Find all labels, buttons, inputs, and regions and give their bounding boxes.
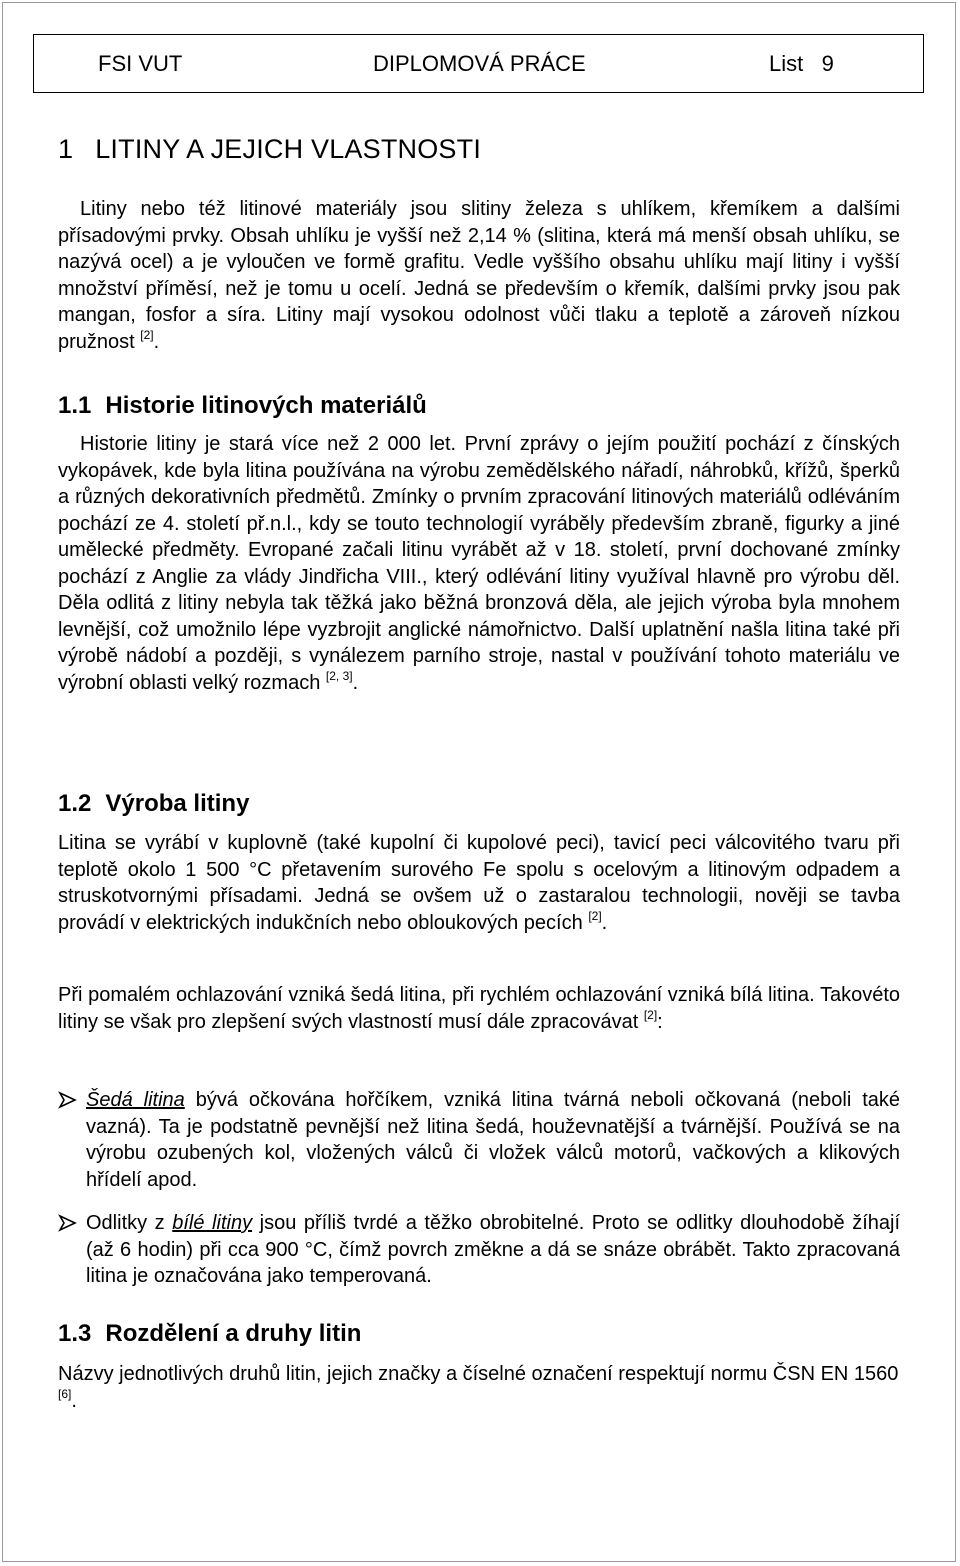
section-number: 1.2 (58, 790, 92, 817)
citation-ref: [2] (140, 327, 154, 342)
production-paragraph-2 (58, 982, 900, 1035)
list-item-body: jsou příliš tvrdé a těžko obrobitelné. Proto se odlitky dlouhodobě žíhají (až 6 hodin) při cca 900 °C, čímž povrch změkne a dá se snáze obrábět. Takto zpracovaná litina je označována jako temperovaná. (86, 1212, 901, 1287)
list-item-prefix: Odlitky z (86, 1212, 173, 1234)
punctuation: . (153, 330, 160, 353)
chapter-number: 1 (58, 134, 74, 164)
punctuation: . (601, 911, 608, 934)
term-grey-cast-iron: Šedá litina (86, 1089, 185, 1111)
chapter-title: LITINY A JEJICH VLASTNOSTI (95, 134, 482, 164)
citation-ref: [2] (588, 908, 602, 923)
citation-ref: [2, 3] (325, 668, 353, 683)
arrow-bullet-icon (58, 1213, 78, 1233)
production-text-2: Při pomalém ochlazování vzniká šedá litina, při rychlém ochlazování vzniká bílá litina. Takovéto litiny se však pro zlepšení svých vlastností musí dále zpracovávat (58, 984, 900, 1033)
section-title: Rozdělení a druhy litin (105, 1320, 362, 1347)
chapter-heading (58, 134, 481, 165)
term-white-cast-iron: bílé litiny (172, 1212, 253, 1234)
classification-text: Názvy jednotlivých druhů litin, jejich značky a číselné označení respektují normu ČSN EN 1560 (58, 1363, 899, 1385)
classification-paragraph (58, 1361, 900, 1414)
chapter-intro-paragraph (58, 196, 900, 355)
header-document-type: DIPLOMOVÁ PRÁCE (373, 50, 586, 76)
page-header (33, 34, 924, 93)
punctuation: . (71, 1389, 77, 1412)
citation-ref: [6] (58, 1386, 72, 1401)
chapter-intro-text: Litiny nebo též litinové materiály jsou slitiny železa s uhlíkem, křemíkem a dalšími přísadovými prvky. Obsah uhlíku je vyšší než 2,14 % (slitina, která má menší obsah uhlíku, se nazývá ocel) a je vyloučen ve formě grafitu. Vedle vyššího obsahu uhlíku mají litiny i vyšší množství příměsí, než je tomu u ocelí. Jedná se především o křemík, dalšími prvky jsou pak mangan, fosfor a síra. Litiny mají vysokou odolnost vůči tlaku a teplotě a zároveň nízkou pružnost (58, 198, 900, 353)
list-item (58, 1087, 900, 1193)
production-paragraph-1 (58, 830, 900, 936)
section-title: Výroba litiny (105, 790, 250, 817)
history-text: Historie litiny je stará více než 2 000 let. První zprávy o jejím použití pochází z čínských vykopávek, kde byla litina používána na výrobu zemědělského nářadí, náhrobků, křížů, šperků a různých dekorativních předmětů. Zmínky o prvním zpracování litinových materiálů odléváním pochází ze 4. století př.n.l., kdy se touto technologií vyráběly především zbraně, figurky a jiné umělecké předměty. Evropané začali litinu vyrábět až v 18. století, první dochované zmínky pochází z Anglie za vlády Jindřicha VIII., který odlévání litiny využíval hlavně pro výrobu děl. Děla odlitá z litiny nebyla tak těžká jako běžná bronzová děla, ale jejich výroba byla mnohem levnější, což umožnilo lépe vyzbrojit anglické námořnictvo. Další uplatnění našla litina také při výrobě nádobí a později, s vynálezem parního stroje, nastal v používání tohoto materiálu ve výrobní oblasti velký rozmach (58, 433, 900, 694)
section-heading-classification (58, 1320, 361, 1348)
header-page-number: List 9 (769, 50, 834, 76)
history-paragraph (58, 431, 900, 696)
citation-ref: [2] (643, 1007, 658, 1022)
section-heading-production (58, 790, 249, 818)
production-text-1: Litina se vyrábí v kuplovně (také kupolní či kupolové peci), tavicí peci válcovitého tvaru při teplotě okolo 1 500 °C přetavením surového Fe spolu s ocelovým a litinovým odpadem a struskotvornými přísadami. Jedná se ovšem už o zastaralou technologii, nověji se tavba provádí v elektrických indukčních nebo obloukových pecích (58, 832, 900, 934)
section-heading-history (58, 392, 427, 420)
list-item-body: bývá očkována hořčíkem, vzniká litina tvárná neboli očkovaná (neboli také vazná). Ta je podstatně pevnější než litina šedá, houževnatější a tvárnější. Používá se na výrobu ozubených kol, vložených válců či vložek válců motorů, vačkových a klikových hřídelí apod. (86, 1089, 900, 1191)
punctuation: : (657, 1010, 663, 1033)
section-number: 1.1 (58, 392, 92, 419)
arrow-bullet-icon (58, 1090, 78, 1110)
list-item (58, 1210, 900, 1290)
section-title: Historie litinových materiálů (105, 392, 427, 419)
header-faculty: FSI VUT (98, 50, 183, 76)
list-item-text (86, 1087, 900, 1193)
section-number: 1.3 (58, 1320, 92, 1347)
list-item-text (86, 1210, 900, 1290)
punctuation: . (352, 671, 359, 694)
